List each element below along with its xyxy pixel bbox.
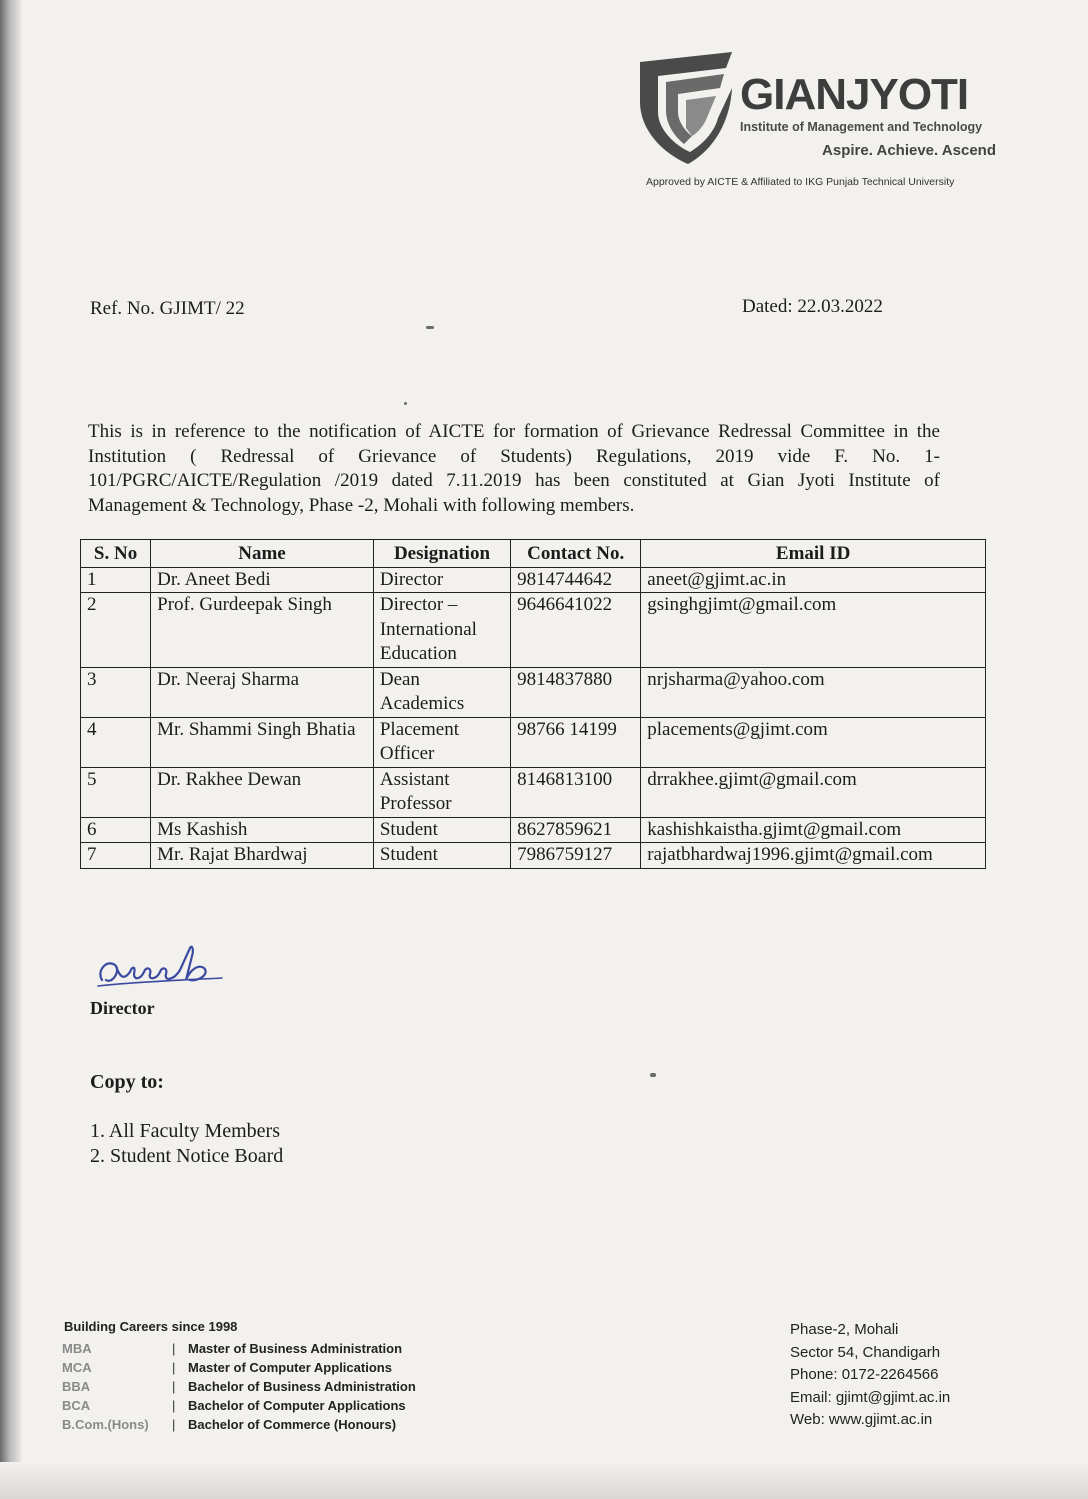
column-header-name: Name: [151, 540, 374, 568]
cell-email: rajatbhardwaj1996.gjimt@gmail.com: [641, 843, 986, 869]
course-item: [62, 1377, 416, 1396]
cell-name: Dr. Neeraj Sharma: [151, 667, 374, 717]
scan-shadow-bottom: [0, 1462, 1088, 1499]
institute-address: [790, 1319, 950, 1432]
table-row: [81, 817, 986, 843]
letter-body: This is in reference to the notification of AICTE for formation of Grievance Redressal Committee in the Institution ( Redressal of Grievance of Students) Regulations, 2019 vide F. No. 1-101/PGRC/AICTE/Regulation /2019 dated 7.11.2019 has been constituted at Gian Jyoti Institute of Management & Technology, Phase -2, Mohali with following members.: [88, 421, 940, 516]
cell-contact: 9814837880: [511, 667, 641, 717]
table-row: [81, 717, 986, 767]
cell-sno: 6: [81, 817, 151, 843]
brand-name: GIANJYOTI: [740, 70, 969, 119]
cell-designation: Dean Academics: [373, 667, 510, 717]
cell-name: Mr. Rajat Bhardwaj: [151, 843, 374, 869]
cell-sno: 5: [81, 767, 151, 817]
address-line: Web: www.gjimt.ac.in: [790, 1411, 933, 1428]
cell-name: Prof. Gurdeepak Singh: [151, 593, 374, 668]
director-signature-icon: [94, 940, 234, 994]
column-header-email: Email ID: [641, 540, 986, 568]
scan-speck: [426, 326, 434, 329]
address-line: Email: gjimt@gjimt.ac.in: [790, 1388, 951, 1406]
cell-sno: 3: [81, 667, 151, 717]
table-row: [81, 567, 986, 593]
course-abbr: B.Com.(Hons): [62, 1417, 149, 1432]
letter-date: Dated: 22.03.2022: [742, 296, 883, 317]
table-body: [81, 567, 986, 868]
course-full-name: Bachelor of Commerce (Honours): [188, 1417, 397, 1432]
cell-email: placements@gjimt.com: [641, 717, 986, 767]
copy-to-item: 2. Student Notice Board: [90, 1145, 284, 1167]
table-row: [81, 767, 986, 817]
course-separator: |: [172, 1360, 176, 1375]
scan-speck: [650, 1073, 656, 1077]
course-abbr: BCA: [62, 1398, 91, 1413]
cell-sno: 7: [81, 843, 151, 869]
course-abbr: MCA: [62, 1360, 92, 1375]
table-header-row: [81, 540, 986, 568]
brand-subtitle: Institute of Management and Technology: [740, 120, 983, 134]
scan-speck: [404, 402, 407, 405]
cell-email: drrakhee.gjimt@gmail.com: [641, 767, 986, 817]
table-row: [81, 593, 986, 668]
cell-contact: 98766 14199: [511, 717, 641, 767]
course-item: [62, 1358, 416, 1377]
course-full-name: Bachelor of Computer Applications: [188, 1398, 406, 1413]
table-row: [81, 843, 986, 869]
cell-email: nrjsharma@yahoo.com: [641, 667, 986, 717]
cell-contact: 9646641022: [511, 593, 641, 668]
footer-heading: Building Careers since 1998: [64, 1319, 238, 1334]
course-list: [62, 1339, 416, 1434]
course-separator: |: [172, 1398, 176, 1413]
column-header-designation: Designation: [373, 540, 510, 568]
cell-contact: 8627859621: [511, 817, 641, 843]
cell-contact: 8146813100: [511, 767, 641, 817]
cell-designation: Student: [373, 843, 510, 869]
copy-to-label: Copy to:: [90, 1071, 164, 1093]
course-full-name: Bachelor of Business Administration: [188, 1379, 416, 1394]
cell-email: aneet@gjimt.ac.in: [641, 567, 986, 593]
shield-logo-icon: [636, 48, 736, 166]
cell-name: Ms Kashish: [151, 817, 374, 843]
course-item: [62, 1415, 416, 1434]
cell-designation: Director: [373, 567, 510, 593]
reference-number: Ref. No. GJIMT/ 22: [90, 298, 245, 319]
course-full-name: Master of Computer Applications: [188, 1360, 392, 1375]
brand-tagline: Aspire. Achieve. Ascend: [822, 142, 996, 159]
copy-to-item: 1. All Faculty Members: [90, 1120, 280, 1142]
column-header-contact: Contact No.: [511, 540, 641, 568]
course-item: [62, 1396, 416, 1415]
signatory-title: Director: [90, 998, 155, 1018]
committee-members-table: [80, 539, 986, 869]
cell-sno: 2: [81, 593, 151, 668]
address-line: Sector 54, Chandigarh: [790, 1343, 941, 1361]
cell-designation: Director – International Education: [373, 593, 510, 668]
cell-sno: 1: [81, 567, 151, 593]
table-row: [81, 667, 986, 717]
cell-designation: Assistant Professor: [373, 767, 510, 817]
cell-designation: Student: [373, 817, 510, 843]
cell-email: gsinghgjimt@gmail.com: [641, 593, 986, 668]
cell-name: Dr. Rakhee Dewan: [151, 767, 374, 817]
cell-sno: 4: [81, 717, 151, 767]
course-separator: |: [172, 1417, 176, 1432]
copy-to-list: [90, 1119, 283, 1169]
cell-contact: 7986759127: [511, 843, 641, 869]
column-header-sno: S. No: [81, 540, 151, 568]
cell-name: Dr. Aneet Bedi: [151, 567, 374, 593]
cell-name: Mr. Shammi Singh Bhatia: [151, 717, 374, 767]
cell-contact: 9814744642: [511, 567, 641, 593]
course-item: [62, 1339, 416, 1358]
approval-note: Approved by AICTE & Affiliated to IKG Punjab Technical University: [646, 176, 955, 188]
cell-designation: Placement Officer: [373, 717, 510, 767]
course-abbr: BBA: [62, 1379, 91, 1394]
course-separator: |: [172, 1379, 176, 1394]
course-full-name: Master of Business Administration: [188, 1341, 403, 1356]
course-abbr: MBA: [62, 1341, 92, 1356]
cell-email: kashishkaistha.gjimt@gmail.com: [641, 817, 986, 843]
course-separator: |: [172, 1341, 176, 1356]
institute-logo: [636, 48, 998, 190]
scan-shadow-left: [0, 0, 22, 1499]
address-line: Phone: 0172-2264566: [790, 1366, 939, 1383]
address-line: Phase-2, Mohali: [790, 1321, 899, 1338]
